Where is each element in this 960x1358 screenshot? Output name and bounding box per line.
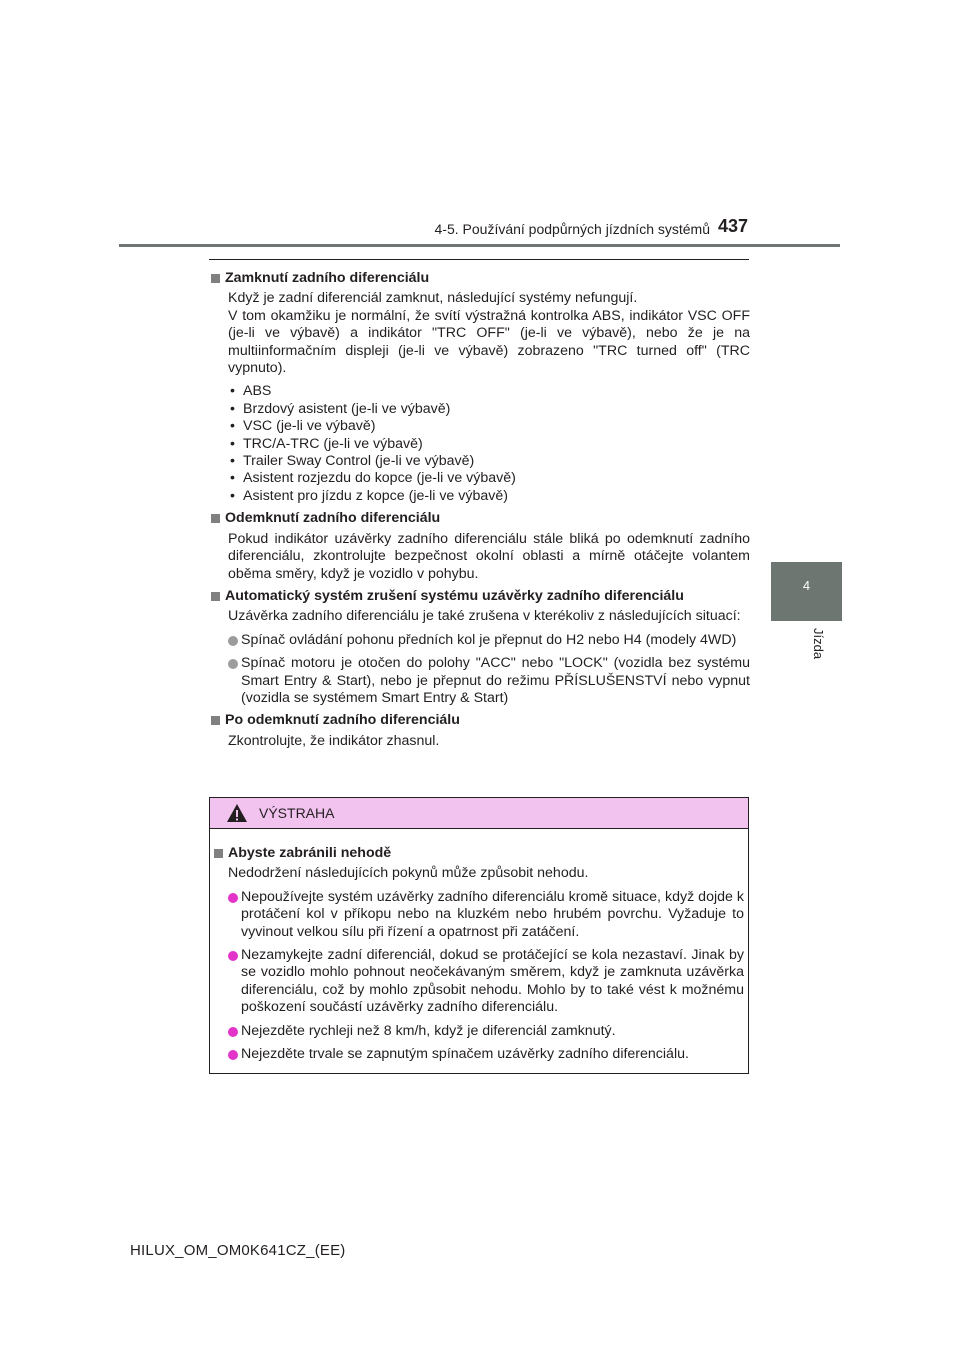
main-content	[211, 267, 750, 750]
list-item	[228, 401, 750, 418]
paragraph: Pokud indikátor uzávěrky zadního diferenciálu stále bliká po odemknutí zadního diferenciálu, zkontrolujte bezpečnost okolní oblasti a mírně otáčejte volantem oběma směry, když je vozidlo v pohybu.	[228, 530, 750, 582]
warning-item-text: Nepoužívejte systém uzávěrky zadního diferenciálu kromě situace, když dojde k protáčení kol v příkopu nebo na kluzkém nebo hrubém povrchu. Vyžaduje to vyvinout velkou sílu při řízení a opatrnost při zatáčení.	[241, 888, 744, 940]
paragraph: Uzávěrka zadního diferenciálu je také zrušena v kterékoliv z následujících situací:	[228, 608, 741, 625]
bullet-dot: •	[230, 418, 235, 435]
list-item	[228, 436, 750, 453]
list-item	[228, 470, 750, 487]
condition-text: Spínač motoru je otočen do polohy "ACC" nebo "LOCK" (vozidla bez systému Smart Entry & Start), nebo je přepnut do režimu PŘÍSLUŠENSTVÍ nebo vypnut (vozidla se systémem Smart Entry & Start)	[241, 655, 750, 706]
warning-heading	[214, 845, 744, 862]
section-heading	[211, 712, 750, 729]
bullet-dot: •	[230, 435, 235, 452]
paragraph: Zkontrolujte, že indikátor zhasnul.	[228, 732, 440, 749]
list-item-text: Trailer Sway Control (je-li ve výbavě)	[243, 453, 475, 470]
section-heading	[211, 270, 750, 287]
list-item	[228, 453, 750, 470]
chapter-tab: 4	[771, 562, 842, 621]
section-heading	[211, 510, 750, 527]
circle-bullet-icon	[228, 1027, 238, 1037]
bullet-dot: •	[230, 470, 235, 487]
square-bullet-icon	[211, 716, 220, 725]
page-number: 437	[718, 216, 749, 236]
section-heading-text: Po odemknutí zadního diferenciálu	[225, 712, 460, 729]
list-item-text: Asistent rozjezdu do kopce (je-li ve výbavě)	[243, 470, 516, 487]
bullet-dot: •	[230, 383, 235, 400]
chapter-side-label	[786, 628, 826, 676]
condition-item	[228, 632, 750, 649]
list-item-text: VSC (je-li ve výbavě)	[243, 418, 376, 435]
section-heading-text: Odemknutí zadního diferenciálu	[225, 510, 441, 527]
header-section-title: 4-5. Používání podpůrných jízdních systémů	[434, 221, 710, 237]
list-item-text: Brzdový asistent (je-li ve výbavě)	[243, 400, 451, 417]
bullet-dot: •	[230, 487, 235, 504]
warning-label: VÝSTRAHA	[259, 805, 335, 821]
circle-bullet-icon	[228, 893, 238, 903]
list-item	[228, 383, 750, 400]
paragraph: Když je zadní diferenciál zamknut, následující systémy nefungují.	[228, 290, 638, 307]
condition-item	[228, 655, 750, 707]
circle-bullet-icon	[228, 636, 238, 646]
section-heading-text: Zamknutí zadního diferenciálu	[225, 270, 430, 286]
warning-header	[210, 798, 748, 829]
warning-box	[209, 797, 749, 1074]
section-heading-text: Automatický systém zrušení systému uzávěrky zadního diferenciálu	[225, 587, 684, 604]
condition-text: Spínač ovládání pohonu předních kol je přepnut do H2 nebo H4 (modely 4WD)	[241, 631, 737, 648]
square-bullet-icon	[211, 592, 220, 601]
square-bullet-icon	[214, 849, 223, 858]
list-item-text: TRC/A-TRC (je-li ve výbavě)	[243, 435, 423, 452]
warning-item-text: Nezamykejte zadní diferenciál, dokud se protáčející se kola nezastaví. Jinak by se vozidlo mohlo pohnout neočekávaným směrem, když je zamknuta uzávěrka diferenciálu, což by mohlo způsobit nehodu. Mohlo by to také vést k možnému poškození součástí uzávěrky zadního diferenciálu.	[241, 947, 744, 1016]
circle-bullet-icon	[228, 659, 238, 669]
warning-intro: Nedodržení následujících pokynů může způsobit nehodu.	[228, 865, 589, 882]
circle-bullet-icon	[228, 1050, 238, 1060]
circle-bullet-icon	[228, 951, 238, 961]
list-item-text: ABS	[243, 383, 272, 400]
warning-item	[228, 889, 744, 941]
chapter-label-text: Jízda	[811, 628, 826, 660]
warning-body	[210, 829, 748, 1063]
warning-item	[228, 947, 744, 1017]
footer-doc-code: HILUX_OM_OM0K641CZ_(EE)	[130, 1242, 346, 1259]
square-bullet-icon	[211, 274, 220, 283]
list-item	[228, 488, 750, 505]
warning-item-text: Nejezděte trvale se zapnutým spínačem uzávěrky zadního diferenciálu.	[241, 1046, 689, 1063]
warning-triangle-icon	[226, 803, 248, 823]
content-top-rule	[209, 259, 749, 260]
warning-item	[228, 1023, 744, 1040]
paragraph: V tom okamžiku je normální, že svítí výstražná kontrolka ABS, indikátor VSC OFF (je-li ve výbavě) a indikátor "TRC OFF" (je-li ve výbavě), nebo že je na multiinformačním displeji (je-li ve výbavě) zobrazeno "TRC turned off" (TRC vypnuto).	[228, 307, 750, 377]
warning-item-text: Nejezděte rychleji než 8 km/h, když je diferenciál zamknutý.	[241, 1022, 616, 1039]
system-list	[228, 383, 750, 505]
section-heading	[211, 588, 750, 605]
list-item	[228, 418, 750, 435]
warning-item	[228, 1046, 744, 1063]
list-item-text: Asistent pro jízdu z kopce (je-li ve výbavě)	[243, 487, 508, 504]
warning-heading-text: Abyste zabránili nehodě	[228, 845, 392, 861]
header-rule	[119, 244, 840, 247]
square-bullet-icon	[211, 514, 220, 523]
bullet-dot: •	[230, 453, 235, 470]
bullet-dot: •	[230, 400, 235, 417]
